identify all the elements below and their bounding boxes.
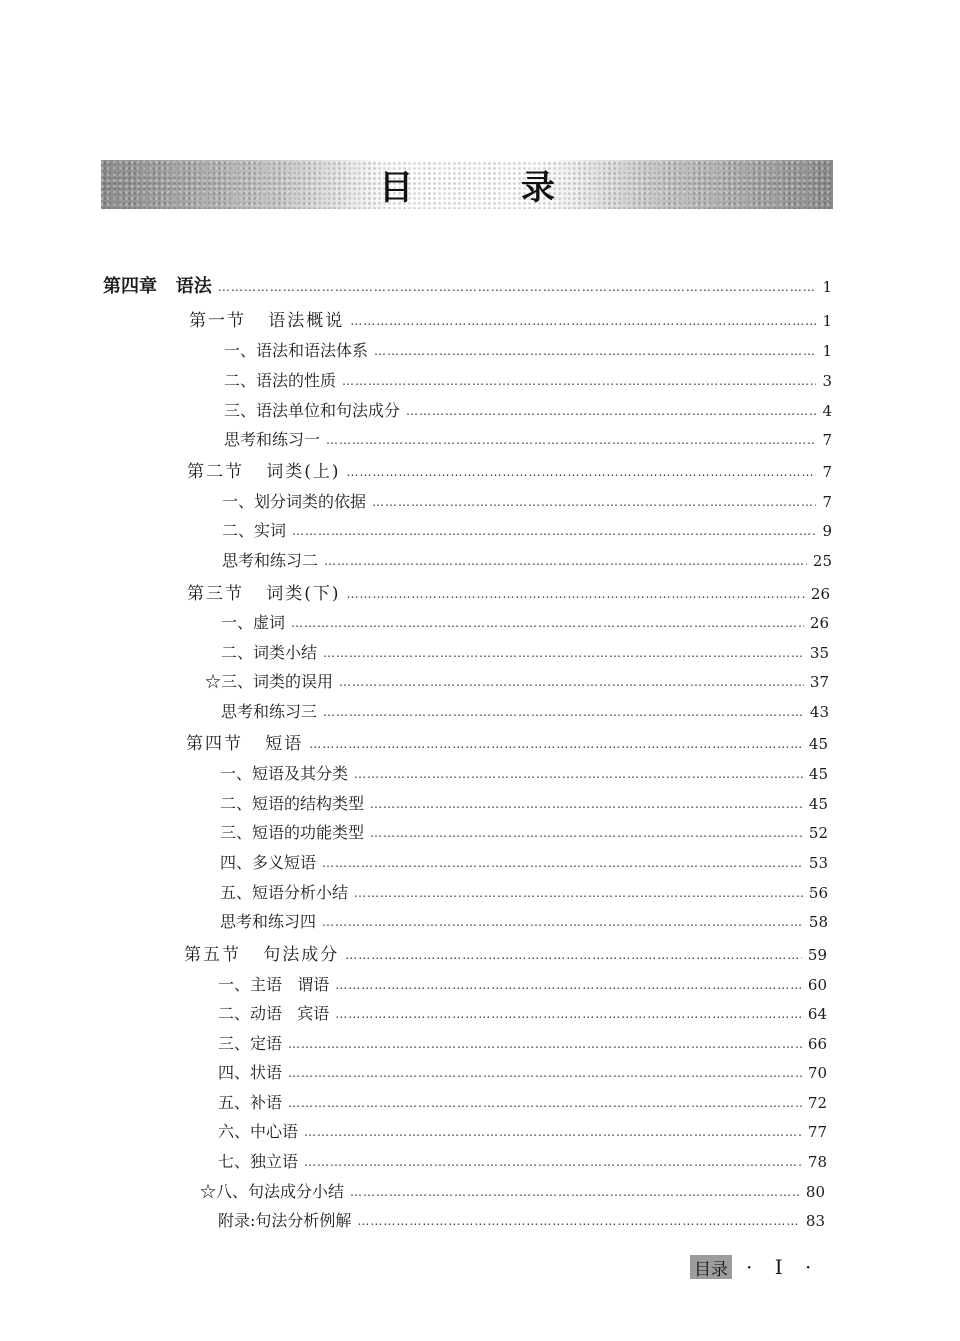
- dot-leader: [406, 405, 816, 417]
- toc-entry-label: 附录:句法分析例解: [218, 1211, 352, 1230]
- dot-leader: [288, 1097, 802, 1109]
- toc-entry-label: 二、动语 宾语: [218, 1004, 330, 1023]
- toc-section-row: [189, 306, 832, 332]
- toc-item-row: [222, 487, 832, 513]
- dot-leader: [309, 738, 803, 750]
- toc-section-row: [184, 940, 827, 966]
- footer-section-label: 目录: [690, 1255, 732, 1279]
- toc-entry-label: 一、短语及其分类: [220, 764, 349, 783]
- dot-leader: [374, 345, 816, 357]
- toc-page-number: 1: [822, 278, 832, 296]
- toc-page-number: 70: [807, 1064, 827, 1082]
- toc-page-number: 26: [809, 614, 829, 632]
- toc-item-row: [224, 336, 832, 362]
- toc-page-number: 1: [822, 312, 832, 330]
- toc-item-row: [221, 697, 829, 723]
- dot-leader: [324, 555, 807, 567]
- dot-leader: [350, 1186, 800, 1198]
- toc-entry-label: 第一节 语法概说: [189, 311, 345, 331]
- toc-page-number: 56: [808, 884, 828, 902]
- dot-leader: [288, 1067, 802, 1079]
- toc-item-row: [220, 848, 828, 874]
- dot-leader: [304, 1126, 802, 1138]
- dot-leader: [339, 676, 804, 688]
- dot-leader: [335, 979, 802, 991]
- dot-leader: [346, 588, 804, 600]
- toc-page-number: 3: [822, 372, 832, 390]
- dot-leader: [370, 798, 803, 810]
- toc-entry-label: 六、中心语: [218, 1122, 299, 1141]
- toc-item-row: [218, 1117, 827, 1143]
- toc-page-number: 45: [808, 765, 828, 783]
- toc-page-number: 53: [808, 854, 828, 872]
- toc-page-number: 9: [822, 522, 832, 540]
- toc-page-number: 35: [809, 644, 829, 662]
- dot-leader: [288, 1038, 802, 1050]
- toc-entry-label: 二、语法的性质: [224, 371, 337, 390]
- toc-entry-label: ☆三、词类的误用: [205, 672, 334, 691]
- dot-leader: [322, 857, 803, 869]
- toc-page-number: 60: [807, 976, 827, 994]
- toc-item-row: [218, 1029, 827, 1055]
- toc-item-row: [224, 396, 832, 422]
- dot-leader: [354, 768, 803, 780]
- toc-page-number: 64: [807, 1005, 827, 1023]
- toc-item-row: [218, 1206, 825, 1232]
- toc-item-row: [220, 878, 828, 904]
- page-title: 目 录: [379, 168, 603, 208]
- toc-entry-label: 一、主语 谓语: [218, 975, 330, 994]
- toc-entry-label: 四、多义短语: [220, 853, 317, 872]
- toc-entry-label: 第四章 语法: [103, 276, 212, 297]
- footer-page-number: · I ·: [746, 1255, 820, 1279]
- toc-entry-label: 思考和练习二: [222, 551, 319, 570]
- toc-item-row: [222, 516, 832, 542]
- toc-page-number: 25: [812, 552, 832, 570]
- toc-item-row: [222, 546, 832, 572]
- toc-entry-label: 二、实词: [222, 521, 287, 540]
- toc-page-number: 7: [822, 431, 832, 449]
- toc-section-row: [187, 457, 832, 483]
- toc-item-row: [200, 1177, 825, 1203]
- toc-entry-label: ☆八、句法成分小结: [200, 1182, 345, 1201]
- toc-entry-label: 二、短语的结构类型: [220, 794, 365, 813]
- toc-item-row: [221, 608, 829, 634]
- toc-entry-label: 思考和练习四: [220, 912, 317, 931]
- toc-item-row: [218, 1088, 827, 1114]
- dot-leader: [326, 434, 816, 446]
- page-footer: [690, 1254, 819, 1280]
- toc-item-row: [220, 818, 828, 844]
- toc-item-row: [221, 638, 829, 664]
- dot-leader: [292, 525, 816, 537]
- toc-entry-label: 一、划分词类的依据: [222, 492, 367, 511]
- dot-leader: [354, 887, 803, 899]
- toc-entry-label: 五、补语: [218, 1093, 283, 1112]
- toc-entry-label: 第三节 词类(下): [187, 584, 341, 604]
- toc-entry-label: 三、短语的功能类型: [220, 823, 365, 842]
- toc-page-number: 4: [822, 402, 832, 420]
- toc-item-row: [218, 1058, 827, 1084]
- toc-item-row: [218, 1147, 827, 1173]
- toc-section-row: [187, 579, 830, 605]
- toc-page-number: 77: [807, 1123, 827, 1141]
- toc-section-row: [186, 729, 828, 755]
- toc-entry-label: 三、定语: [218, 1034, 283, 1053]
- toc-item-row: [220, 907, 828, 933]
- toc-entry-label: 三、语法单位和句法成分: [224, 401, 401, 420]
- toc-item-row: [218, 970, 827, 996]
- dot-leader: [370, 827, 803, 839]
- toc-item-row: [224, 425, 832, 451]
- toc-entry-label: 第二节 词类(上): [187, 462, 341, 482]
- dot-leader: [322, 916, 803, 928]
- toc-page-number: 26: [810, 585, 830, 603]
- toc-entry-label: 思考和练习一: [224, 430, 321, 449]
- toc-page-number: 52: [808, 824, 828, 842]
- dot-leader: [372, 496, 816, 508]
- dot-leader: [323, 706, 804, 718]
- toc-item-row: [220, 759, 828, 785]
- toc-page-number: 58: [808, 913, 828, 931]
- toc-page-number: 7: [822, 493, 832, 511]
- toc-page-number: 80: [805, 1183, 825, 1201]
- toc-page-number: 45: [808, 795, 828, 813]
- toc-page-number: 1: [822, 342, 832, 360]
- toc-entry-label: 第四节 短语: [186, 734, 304, 754]
- toc-entry-label: 二、词类小结: [221, 643, 318, 662]
- toc-entry-label: 思考和练习三: [221, 702, 318, 721]
- toc-chapter-row: [103, 272, 832, 298]
- toc-item-row: [205, 667, 829, 693]
- dot-leader: [335, 1008, 802, 1020]
- dot-leader: [357, 1215, 800, 1227]
- dot-leader: [304, 1156, 802, 1168]
- dot-leader: [218, 281, 817, 293]
- toc-page-number: 45: [808, 735, 828, 753]
- dot-leader: [346, 466, 816, 478]
- toc-entry-label: 七、独立语: [218, 1152, 299, 1171]
- toc-page-number: 66: [807, 1035, 827, 1053]
- toc-entry-label: 第五节 句法成分: [184, 945, 340, 965]
- toc-item-row: [218, 999, 827, 1025]
- toc-item-row: [220, 789, 828, 815]
- toc-page-number: 83: [805, 1212, 825, 1230]
- toc-page-number: 37: [809, 673, 829, 691]
- toc-entry-label: 一、语法和语法体系: [224, 341, 369, 360]
- toc-page-number: 72: [807, 1094, 827, 1112]
- toc-entry-label: 一、虚词: [221, 613, 286, 632]
- toc-page-number: 78: [807, 1153, 827, 1171]
- dot-leader: [345, 949, 802, 961]
- dot-leader: [342, 375, 816, 387]
- toc-page-number: 43: [809, 703, 829, 721]
- toc-item-row: [224, 366, 832, 392]
- toc-page-number: 7: [822, 463, 832, 481]
- dot-leader: [350, 315, 816, 327]
- dot-leader: [323, 647, 804, 659]
- toc-entry-label: 五、短语分析小结: [220, 883, 349, 902]
- toc-entry-label: 四、状语: [218, 1063, 283, 1082]
- toc-page-number: 59: [807, 946, 827, 964]
- dot-leader: [291, 617, 804, 629]
